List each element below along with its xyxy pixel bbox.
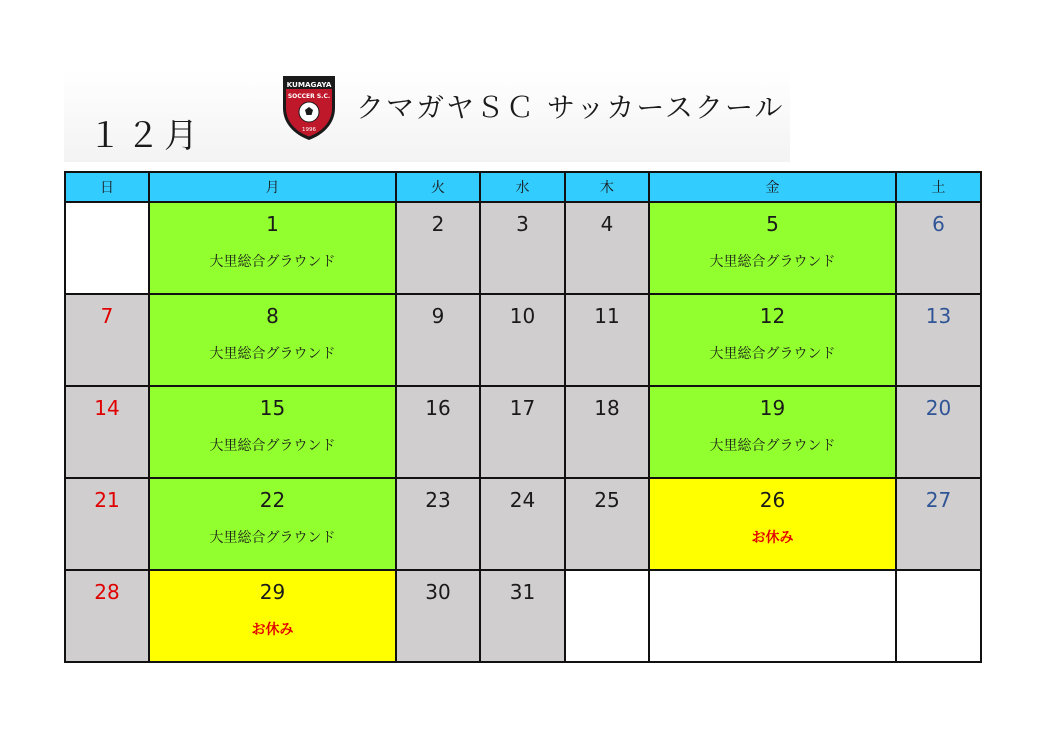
calendar-day-cell [65,478,149,570]
calendar-day-cell [396,478,480,570]
calendar-day-cell [649,478,896,570]
day-number: 10 [509,304,536,328]
calendar-day-cell [565,478,649,570]
calendar-day-cell [896,294,981,386]
day-number: 15 [259,396,286,420]
calendar-body [65,202,981,662]
venue-label: 大里総合グラウンド [209,254,336,270]
day-number: 24 [509,488,536,512]
calendar-day-cell [649,386,896,478]
day-number: 1 [266,212,279,236]
weekday-fri: 金 [649,172,896,202]
day-number: 20 [925,396,952,420]
day-number: 5 [766,212,779,236]
weekday-thu: 木 [565,172,649,202]
venue-label: 大里総合グラウンド [709,438,836,454]
day-number: 18 [594,396,620,420]
calendar-day-cell [565,202,649,294]
calendar-day-cell [149,478,396,570]
week-row [65,202,981,294]
club-crest-logo [280,74,338,142]
weekday-tue: 火 [396,172,480,202]
weekday-header-row [65,172,981,202]
venue-label: 大里総合グラウンド [209,438,336,454]
day-number: 17 [509,396,536,420]
day-number: 4 [600,212,614,236]
calendar-day-cell [396,386,480,478]
day-number: 2 [431,212,445,236]
calendar-day-cell [480,294,565,386]
calendar-day-cell [396,570,480,662]
day-number: 19 [759,396,786,420]
week-row [65,386,981,478]
weekday-sun: 日 [65,172,149,202]
logo-mid-text: SOCCER S.C. [287,93,331,100]
weekday-wed: 水 [480,172,565,202]
calendar-day-cell [396,202,480,294]
calendar-day-cell [149,294,396,386]
venue-label: 大里総合グラウンド [709,254,836,270]
calendar-day-cell [149,386,396,478]
day-number: 27 [925,488,952,512]
calendar-day-cell [480,478,565,570]
venue-label: 大里総合グラウンド [709,346,836,362]
calendar-day-cell [565,386,649,478]
calendar-day-cell [65,294,149,386]
calendar-day-cell [149,202,396,294]
calendar-day-cell [896,202,981,294]
calendar-day-cell [565,294,649,386]
day-number: 3 [516,212,529,236]
day-number: 9 [431,304,445,328]
calendar-empty-cell [565,570,649,662]
day-number: 7 [100,304,114,328]
month-title: １２月 [88,116,202,156]
calendar-empty-cell [896,570,981,662]
day-number: 12 [759,304,786,328]
day-number: 13 [925,304,952,328]
day-number: 16 [425,396,451,420]
day-number: 21 [94,488,120,512]
day-number: 30 [425,580,451,604]
day-number: 23 [425,488,451,512]
calendar-table [64,171,982,663]
day-number: 29 [259,580,286,604]
calendar-day-cell [480,202,565,294]
weekday-sat: 土 [896,172,981,202]
day-number: 31 [509,580,536,604]
day-number: 25 [594,488,620,512]
logo-year-text: 1996 [302,127,316,133]
calendar-day-cell [65,386,149,478]
day-number: 6 [932,212,945,236]
holiday-label: お休み [251,622,294,638]
calendar-day-cell [896,386,981,478]
venue-label: 大里総合グラウンド [209,530,336,546]
day-number: 8 [266,304,279,328]
calendar-empty-cell [649,570,896,662]
calendar-day-cell [649,202,896,294]
calendar-day-cell [896,478,981,570]
calendar-day-cell [480,570,565,662]
week-row [65,570,981,662]
day-number: 28 [94,580,120,604]
holiday-label: お休み [751,530,794,546]
day-number: 11 [594,304,620,328]
calendar-day-cell [149,570,396,662]
day-number: 26 [759,488,786,512]
week-row [65,478,981,570]
calendar-day-cell [396,294,480,386]
day-number [897,579,980,605]
calendar-day-cell [649,294,896,386]
calendar-day-cell [480,386,565,478]
day-number [566,579,648,605]
day-number [66,211,148,237]
day-number: 14 [94,396,120,420]
calendar-day-cell [65,570,149,662]
venue-label: 大里総合グラウンド [209,346,336,362]
logo-top-text: KUMAGAYA [286,80,332,89]
weekday-mon: 月 [149,172,396,202]
week-row [65,294,981,386]
day-number: 22 [259,488,286,512]
day-number [650,579,895,605]
calendar-empty-cell [65,202,149,294]
school-title: クマガヤＳＣ サッカースクール [356,91,785,124]
